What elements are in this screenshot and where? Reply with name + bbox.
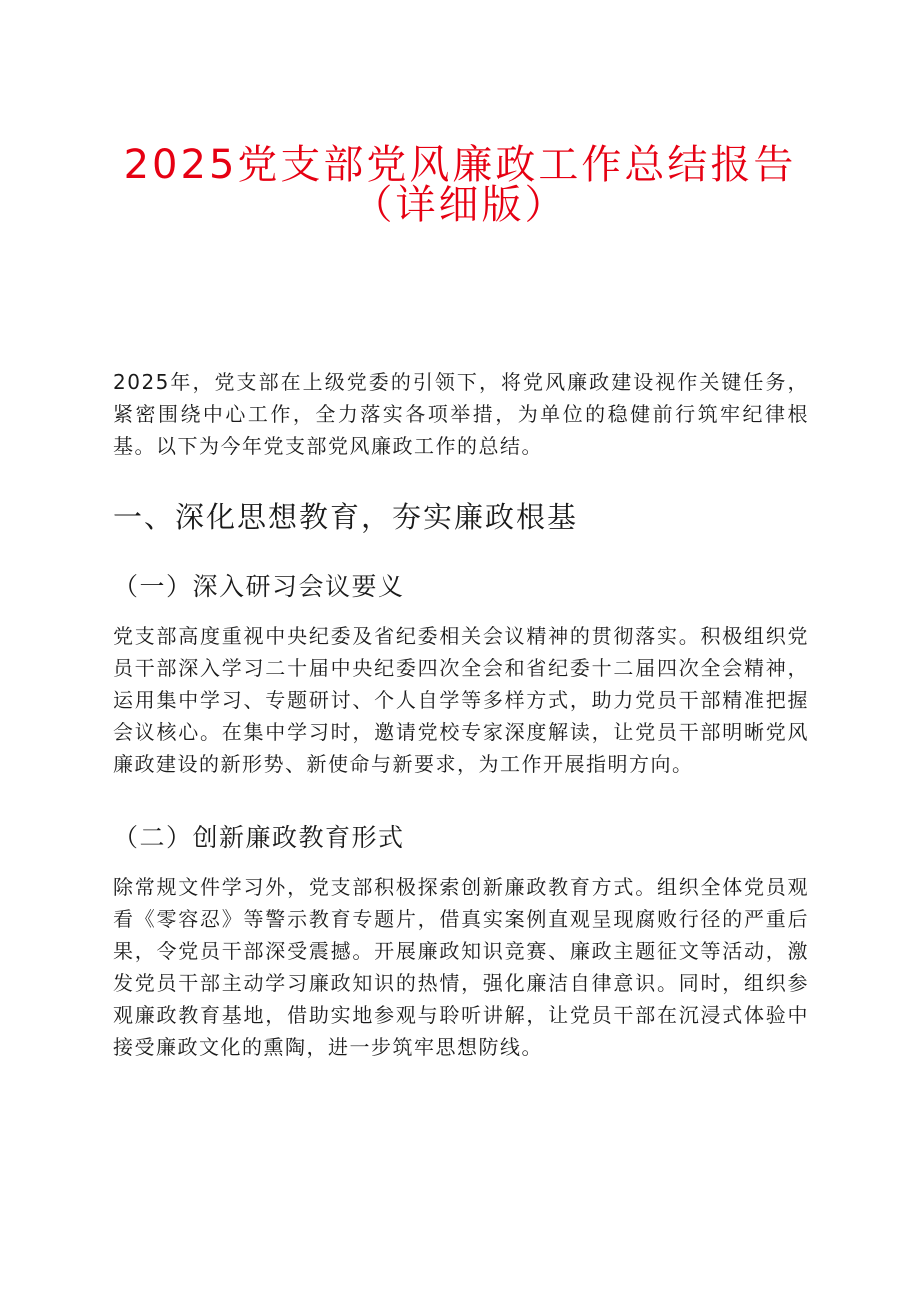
subsection-body-2: 除常规文件学习外，党支部积极探索创新廉政教育方式。组织全体党员观看《零容忍》等警示教育专题片，借真实案例直观呈现腐败行径的严重后果，令党员干部深受震撼。开展廉政知识竞赛、廉政主题征文等活动，激发党员干部主动学习廉政知识的热情，强化廉洁自律意识。同时，组织参观廉政教育基地，借助实地参观与聆听讲解，让党员干部在沉浸式体验中接受廉政文化的熏陶，进一步筑牢思想防线。 — [113, 875, 809, 1059]
intro-paragraph: 2025年，党支部在上级党委的引领下，将党风廉政建设视作关键任务，紧密围绕中心工作，全力落实各项举措，为单位的稳健前行筑牢纪律根基。以下为今年党支部党风廉政工作的总结。 — [113, 370, 809, 458]
subsection-heading-2: （二）创新廉政教育形式 — [113, 823, 405, 852]
document-subtitle: （详细版） — [352, 182, 568, 228]
subsection-body-1: 党支部高度重视中央纪委及省纪委相关会议精神的贯彻落实。积极组织党员干部深入学习二十届中央纪委四次全会和省纪委十二届四次全会精神，运用集中学习、专题研讨、个人自学等多样方式，助力党员干部精准把握会议核心。在集中学习时，邀请党校专家深度解读，让党员干部明晰党风廉政建设的新形势、新使命与新要求，为工作开展指明方向。 — [113, 624, 809, 776]
section-heading-1: 一、深化思想教育，夯实廉政根基 — [113, 500, 579, 534]
document-title: 2025党支部党风廉政工作总结报告 — [123, 142, 797, 188]
subsection-heading-1: （一）深入研习会议要义 — [113, 572, 405, 601]
